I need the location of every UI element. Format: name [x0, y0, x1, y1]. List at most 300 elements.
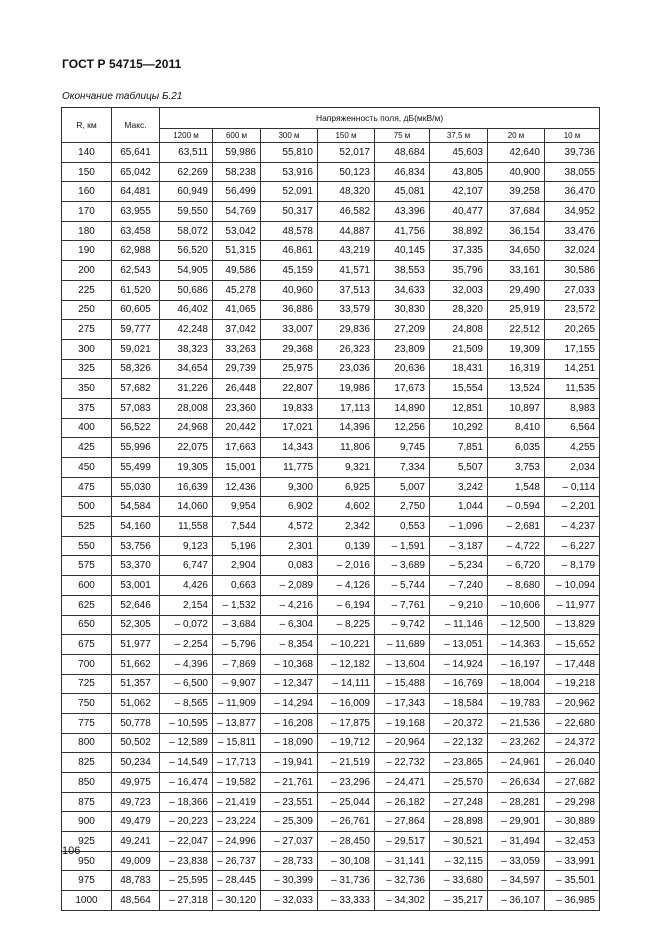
field-strength-cell: 23,572: [545, 300, 600, 320]
field-strength-cell: – 17,343: [375, 694, 430, 714]
field-strength-cell: 5,507: [430, 458, 488, 478]
field-strength-cell: – 29,901: [488, 812, 545, 832]
field-strength-cell: – 22,732: [375, 753, 430, 773]
field-strength-cell: 4,572: [261, 517, 318, 537]
field-strength-cell: 40,145: [375, 241, 430, 261]
distance-cell: 160: [62, 182, 112, 202]
field-strength-cell: – 19,168: [375, 713, 430, 733]
field-strength-cell: – 3,187: [430, 536, 488, 556]
field-strength-cell: 41,065: [213, 300, 261, 320]
distance-cell: 225: [62, 280, 112, 300]
field-strength-cell: 28,008: [160, 398, 213, 418]
max-value-cell: 52,646: [112, 595, 160, 615]
field-strength-cell: 11,535: [545, 379, 600, 399]
field-strength-cell: – 2,016: [318, 556, 375, 576]
field-strength-cell: 32,003: [430, 280, 488, 300]
field-strength-cell: – 12,182: [318, 654, 375, 674]
field-strength-cell: – 15,488: [375, 674, 430, 694]
field-strength-cell: – 4,216: [261, 595, 318, 615]
field-strength-cell: 3,242: [430, 477, 488, 497]
field-strength-cell: – 6,227: [545, 536, 600, 556]
field-strength-cell: 53,042: [213, 221, 261, 241]
table-row: [62, 458, 600, 478]
field-strength-cell: – 31,494: [488, 832, 545, 852]
field-strength-cell: 29,490: [488, 280, 545, 300]
table-row: [62, 143, 600, 163]
field-strength-cell: 43,396: [375, 202, 430, 222]
field-strength-cell: – 30,108: [318, 851, 375, 871]
field-strength-cell: – 19,582: [213, 773, 261, 793]
column-header-height: 20 м: [488, 129, 545, 143]
field-strength-cell: – 14,294: [261, 694, 318, 714]
field-strength-cell: 9,745: [375, 438, 430, 458]
max-value-cell: 59,777: [112, 320, 160, 340]
field-strength-cell: – 25,570: [430, 773, 488, 793]
column-header-max: Макс.: [112, 108, 160, 143]
field-strength-cell: 11,806: [318, 438, 375, 458]
field-strength-cell: – 23,296: [318, 773, 375, 793]
field-strength-cell: – 16,208: [261, 713, 318, 733]
field-strength-cell: 48,320: [318, 182, 375, 202]
field-strength-cell: 33,263: [213, 339, 261, 359]
field-strength-cell: 9,123: [160, 536, 213, 556]
max-value-cell: 61,520: [112, 280, 160, 300]
field-strength-cell: 17,021: [261, 418, 318, 438]
field-strength-cell: – 33,991: [545, 851, 600, 871]
field-strength-cell: 33,007: [261, 320, 318, 340]
field-strength-cell: – 6,500: [160, 674, 213, 694]
field-strength-cell: 9,321: [318, 458, 375, 478]
field-strength-cell: – 17,713: [213, 753, 261, 773]
field-strength-cell: – 8,354: [261, 635, 318, 655]
field-strength-cell: 5,007: [375, 477, 430, 497]
distance-cell: 1000: [62, 891, 112, 911]
field-strength-cell: – 13,829: [545, 615, 600, 635]
max-value-cell: 51,977: [112, 635, 160, 655]
field-strength-cell: – 1,591: [375, 536, 430, 556]
field-strength-cell: 14,396: [318, 418, 375, 438]
distance-cell: 900: [62, 812, 112, 832]
field-strength-cell: 17,155: [545, 339, 600, 359]
distance-cell: 850: [62, 773, 112, 793]
max-value-cell: 49,241: [112, 832, 160, 852]
max-value-cell: 58,326: [112, 359, 160, 379]
distance-cell: 500: [62, 497, 112, 517]
table-row: [62, 733, 600, 753]
field-strength-cell: 52,017: [318, 143, 375, 163]
field-strength-cell: 6,035: [488, 438, 545, 458]
field-strength-cell: – 13,051: [430, 635, 488, 655]
field-strength-cell: – 18,004: [488, 674, 545, 694]
field-strength-cell: 7,544: [213, 517, 261, 537]
field-strength-cell: – 1,096: [430, 517, 488, 537]
field-strength-cell: 21,509: [430, 339, 488, 359]
column-header-height: 37,5 м: [430, 129, 488, 143]
field-strength-cell: 50,317: [261, 202, 318, 222]
field-strength-cell: 2,034: [545, 458, 600, 478]
distance-cell: 170: [62, 202, 112, 222]
table-row: [62, 871, 600, 891]
table-row: [62, 536, 600, 556]
field-strength-cell: – 28,445: [213, 871, 261, 891]
field-strength-cell: – 16,769: [430, 674, 488, 694]
field-strength-cell: – 33,059: [488, 851, 545, 871]
field-strength-cell: 6,925: [318, 477, 375, 497]
distance-cell: 750: [62, 694, 112, 714]
field-strength-cell: – 24,961: [488, 753, 545, 773]
field-strength-cell: 6,747: [160, 556, 213, 576]
field-strength-cell: 20,636: [375, 359, 430, 379]
field-strength-cell: – 23,551: [261, 792, 318, 812]
field-strength-cell: 38,323: [160, 339, 213, 359]
table-row: [62, 694, 600, 714]
field-strength-cell: – 19,941: [261, 753, 318, 773]
distance-cell: 625: [62, 595, 112, 615]
distance-cell: 200: [62, 261, 112, 281]
field-strength-cell: – 32,033: [261, 891, 318, 911]
field-strength-cell: 20,442: [213, 418, 261, 438]
field-strength-cell: 24,808: [430, 320, 488, 340]
field-strength-cell: – 8,680: [488, 576, 545, 596]
field-strength-cell: 35,796: [430, 261, 488, 281]
table-body: [62, 143, 600, 911]
field-strength-cell: 37,335: [430, 241, 488, 261]
max-value-cell: 50,234: [112, 753, 160, 773]
field-strength-cell: 10,292: [430, 418, 488, 438]
max-value-cell: 63,458: [112, 221, 160, 241]
table-row: [62, 280, 600, 300]
table-row: [62, 202, 600, 222]
field-strength-cell: 4,426: [160, 576, 213, 596]
field-strength-cell: – 5,744: [375, 576, 430, 596]
field-strength-cell: – 28,450: [318, 832, 375, 852]
field-strength-cell: 15,001: [213, 458, 261, 478]
field-strength-cell: – 14,111: [318, 674, 375, 694]
field-strength-cell: 3,753: [488, 458, 545, 478]
field-strength-cell: 1,044: [430, 497, 488, 517]
distance-cell: 775: [62, 713, 112, 733]
field-strength-cell: 0,663: [213, 576, 261, 596]
field-strength-cell: 0,553: [375, 517, 430, 537]
distance-cell: 975: [62, 871, 112, 891]
field-strength-cell: – 28,898: [430, 812, 488, 832]
field-strength-cell: 23,360: [213, 398, 261, 418]
field-strength-cell: 50,686: [160, 280, 213, 300]
field-strength-cell: – 20,372: [430, 713, 488, 733]
field-strength-cell: – 23,865: [430, 753, 488, 773]
distance-cell: 325: [62, 359, 112, 379]
group-header-field-strength: Напряженность поля, дБ(мкВ/м): [160, 108, 600, 129]
field-strength-cell: 27,209: [375, 320, 430, 340]
field-strength-cell: – 18,090: [261, 733, 318, 753]
field-strength-cell: 17,673: [375, 379, 430, 399]
distance-cell: 350: [62, 379, 112, 399]
field-strength-cell: 6,564: [545, 418, 600, 438]
field-strength-cell: – 36,985: [545, 891, 600, 911]
field-strength-cell: 11,558: [160, 517, 213, 537]
table-row: [62, 674, 600, 694]
field-strength-cell: – 27,037: [261, 832, 318, 852]
field-strength-cell: – 35,217: [430, 891, 488, 911]
field-strength-cell: – 14,549: [160, 753, 213, 773]
field-strength-cell: – 26,040: [545, 753, 600, 773]
distance-cell: 925: [62, 832, 112, 852]
field-strength-cell: – 36,107: [488, 891, 545, 911]
field-strength-cell: – 19,218: [545, 674, 600, 694]
field-strength-cell: – 29,517: [375, 832, 430, 852]
field-strength-cell: – 12,589: [160, 733, 213, 753]
max-value-cell: 50,502: [112, 733, 160, 753]
field-strength-cell: – 25,595: [160, 871, 213, 891]
field-strength-cell: – 21,419: [213, 792, 261, 812]
field-strength-cell: 10,897: [488, 398, 545, 418]
column-header-height: 600 м: [213, 129, 261, 143]
table-row: [62, 162, 600, 182]
field-strength-cell: 58,072: [160, 221, 213, 241]
field-strength-cell: 50,123: [318, 162, 375, 182]
max-value-cell: 64,481: [112, 182, 160, 202]
distance-cell: 400: [62, 418, 112, 438]
field-strength-cell: 56,499: [213, 182, 261, 202]
max-value-cell: 62,988: [112, 241, 160, 261]
field-strength-cell: 25,919: [488, 300, 545, 320]
field-strength-cell: – 16,009: [318, 694, 375, 714]
table-row: [62, 753, 600, 773]
field-strength-cell: – 10,606: [488, 595, 545, 615]
field-strength-cell: 11,775: [261, 458, 318, 478]
field-strength-cell: – 14,363: [488, 635, 545, 655]
field-strength-cell: – 10,595: [160, 713, 213, 733]
field-strength-cell: 29,836: [318, 320, 375, 340]
field-strength-cell: – 30,889: [545, 812, 600, 832]
field-strength-cell: – 6,304: [261, 615, 318, 635]
field-strength-cell: 19,833: [261, 398, 318, 418]
field-strength-cell: 46,582: [318, 202, 375, 222]
field-strength-cell: 16,319: [488, 359, 545, 379]
field-strength-cell: 39,736: [545, 143, 600, 163]
distance-cell: 250: [62, 300, 112, 320]
field-strength-cell: – 34,597: [488, 871, 545, 891]
max-value-cell: 51,662: [112, 654, 160, 674]
column-header-distance: R, км: [62, 108, 112, 143]
field-strength-cell: – 18,366: [160, 792, 213, 812]
field-strength-cell: 45,081: [375, 182, 430, 202]
field-strength-cell: 37,042: [213, 320, 261, 340]
field-strength-cell: – 19,712: [318, 733, 375, 753]
field-strength-cell: 23,036: [318, 359, 375, 379]
max-value-cell: 56,522: [112, 418, 160, 438]
field-strength-cell: 12,256: [375, 418, 430, 438]
field-strength-cell: – 23,224: [213, 812, 261, 832]
max-value-cell: 49,975: [112, 773, 160, 793]
field-strength-cell: 53,916: [261, 162, 318, 182]
table-row: [62, 517, 600, 537]
field-strength-cell: 46,402: [160, 300, 213, 320]
max-value-cell: 53,756: [112, 536, 160, 556]
field-strength-table: [61, 107, 600, 911]
distance-cell: 825: [62, 753, 112, 773]
field-strength-cell: – 28,281: [488, 792, 545, 812]
field-strength-cell: 37,684: [488, 202, 545, 222]
field-strength-cell: – 30,521: [430, 832, 488, 852]
field-strength-cell: 9,300: [261, 477, 318, 497]
max-value-cell: 49,009: [112, 851, 160, 871]
field-strength-cell: – 0,072: [160, 615, 213, 635]
table-row: [62, 891, 600, 911]
field-strength-cell: – 20,962: [545, 694, 600, 714]
distance-cell: 800: [62, 733, 112, 753]
field-strength-cell: 36,886: [261, 300, 318, 320]
field-strength-cell: 29,368: [261, 339, 318, 359]
field-strength-cell: 59,986: [213, 143, 261, 163]
field-strength-cell: – 4,396: [160, 654, 213, 674]
field-strength-cell: 7,334: [375, 458, 430, 478]
field-strength-cell: 62,269: [160, 162, 213, 182]
field-strength-cell: 42,107: [430, 182, 488, 202]
field-strength-cell: 19,986: [318, 379, 375, 399]
document-header: ГОСТ Р 54715—2011: [62, 57, 182, 71]
max-value-cell: 65,042: [112, 162, 160, 182]
field-strength-cell: – 0,114: [545, 477, 600, 497]
field-strength-cell: 12,851: [430, 398, 488, 418]
table-row: [62, 556, 600, 576]
field-strength-cell: 55,810: [261, 143, 318, 163]
field-strength-cell: – 19,783: [488, 694, 545, 714]
field-strength-cell: 54,769: [213, 202, 261, 222]
field-strength-cell: 34,633: [375, 280, 430, 300]
table-row: [62, 359, 600, 379]
table-row: [62, 477, 600, 497]
field-strength-cell: 52,091: [261, 182, 318, 202]
field-strength-cell: 2,301: [261, 536, 318, 556]
table-caption: Окончание таблицы Б.21: [62, 91, 183, 102]
field-strength-cell: – 27,864: [375, 812, 430, 832]
field-strength-cell: 30,586: [545, 261, 600, 281]
field-strength-cell: 19,305: [160, 458, 213, 478]
field-strength-cell: – 2,254: [160, 635, 213, 655]
field-strength-cell: 33,161: [488, 261, 545, 281]
max-value-cell: 48,564: [112, 891, 160, 911]
field-strength-cell: – 4,722: [488, 536, 545, 556]
field-strength-cell: 2,904: [213, 556, 261, 576]
max-value-cell: 54,584: [112, 497, 160, 517]
field-strength-cell: 20,265: [545, 320, 600, 340]
table-row: [62, 379, 600, 399]
max-value-cell: 62,543: [112, 261, 160, 281]
field-strength-cell: 51,315: [213, 241, 261, 261]
field-strength-cell: – 26,634: [488, 773, 545, 793]
field-strength-cell: 37,513: [318, 280, 375, 300]
table-row: [62, 812, 600, 832]
field-strength-cell: – 24,471: [375, 773, 430, 793]
field-strength-cell: – 23,262: [488, 733, 545, 753]
field-strength-cell: – 26,737: [213, 851, 261, 871]
field-strength-cell: 38,553: [375, 261, 430, 281]
field-strength-cell: 36,470: [545, 182, 600, 202]
field-strength-cell: – 14,924: [430, 654, 488, 674]
table-row: [62, 438, 600, 458]
distance-cell: 875: [62, 792, 112, 812]
field-strength-cell: – 12,500: [488, 615, 545, 635]
field-strength-cell: – 15,811: [213, 733, 261, 753]
field-strength-cell: – 27,682: [545, 773, 600, 793]
field-strength-cell: 14,890: [375, 398, 430, 418]
distance-cell: 675: [62, 635, 112, 655]
field-strength-cell: 14,060: [160, 497, 213, 517]
field-strength-cell: – 16,197: [488, 654, 545, 674]
distance-cell: 950: [62, 851, 112, 871]
field-strength-cell: – 31,141: [375, 851, 430, 871]
field-strength-cell: – 32,115: [430, 851, 488, 871]
field-strength-cell: – 32,736: [375, 871, 430, 891]
field-strength-cell: 33,476: [545, 221, 600, 241]
distance-cell: 275: [62, 320, 112, 340]
field-strength-cell: 14,343: [261, 438, 318, 458]
field-strength-cell: – 25,044: [318, 792, 375, 812]
field-strength-cell: 42,640: [488, 143, 545, 163]
table-row: [62, 398, 600, 418]
field-strength-cell: – 32,453: [545, 832, 600, 852]
field-strength-cell: 41,571: [318, 261, 375, 281]
field-strength-cell: 16,639: [160, 477, 213, 497]
distance-cell: 700: [62, 654, 112, 674]
page-number: 106: [62, 845, 81, 857]
field-strength-cell: – 2,201: [545, 497, 600, 517]
table-row: [62, 261, 600, 281]
field-strength-cell: – 12,347: [261, 674, 318, 694]
field-strength-cell: – 8,179: [545, 556, 600, 576]
max-value-cell: 52,305: [112, 615, 160, 635]
field-strength-cell: 46,861: [261, 241, 318, 261]
field-strength-cell: 38,892: [430, 221, 488, 241]
field-strength-cell: 27,033: [545, 280, 600, 300]
field-strength-cell: 32,024: [545, 241, 600, 261]
max-value-cell: 63,955: [112, 202, 160, 222]
field-strength-cell: 39,258: [488, 182, 545, 202]
field-strength-cell: 46,834: [375, 162, 430, 182]
field-strength-cell: – 17,875: [318, 713, 375, 733]
field-strength-cell: 48,578: [261, 221, 318, 241]
field-strength-cell: – 22,047: [160, 832, 213, 852]
field-strength-cell: – 7,240: [430, 576, 488, 596]
field-strength-cell: – 9,907: [213, 674, 261, 694]
max-value-cell: 54,160: [112, 517, 160, 537]
field-strength-cell: – 21,536: [488, 713, 545, 733]
field-strength-cell: – 28,733: [261, 851, 318, 871]
table-row: [62, 713, 600, 733]
table-row: [62, 221, 600, 241]
field-strength-cell: 33,579: [318, 300, 375, 320]
field-strength-cell: 6,902: [261, 497, 318, 517]
field-strength-cell: 26,448: [213, 379, 261, 399]
distance-cell: 140: [62, 143, 112, 163]
field-strength-cell: – 7,761: [375, 595, 430, 615]
field-strength-cell: 45,159: [261, 261, 318, 281]
field-strength-cell: – 13,877: [213, 713, 261, 733]
table-row: [62, 497, 600, 517]
max-value-cell: 51,357: [112, 674, 160, 694]
distance-cell: 600: [62, 576, 112, 596]
field-strength-cell: 8,410: [488, 418, 545, 438]
field-strength-cell: – 20,964: [375, 733, 430, 753]
field-strength-cell: 34,650: [488, 241, 545, 261]
field-strength-cell: – 21,519: [318, 753, 375, 773]
field-strength-cell: 0,083: [261, 556, 318, 576]
field-strength-cell: – 8,225: [318, 615, 375, 635]
field-strength-cell: – 24,372: [545, 733, 600, 753]
field-strength-cell: 2,154: [160, 595, 213, 615]
field-strength-cell: – 3,684: [213, 615, 261, 635]
